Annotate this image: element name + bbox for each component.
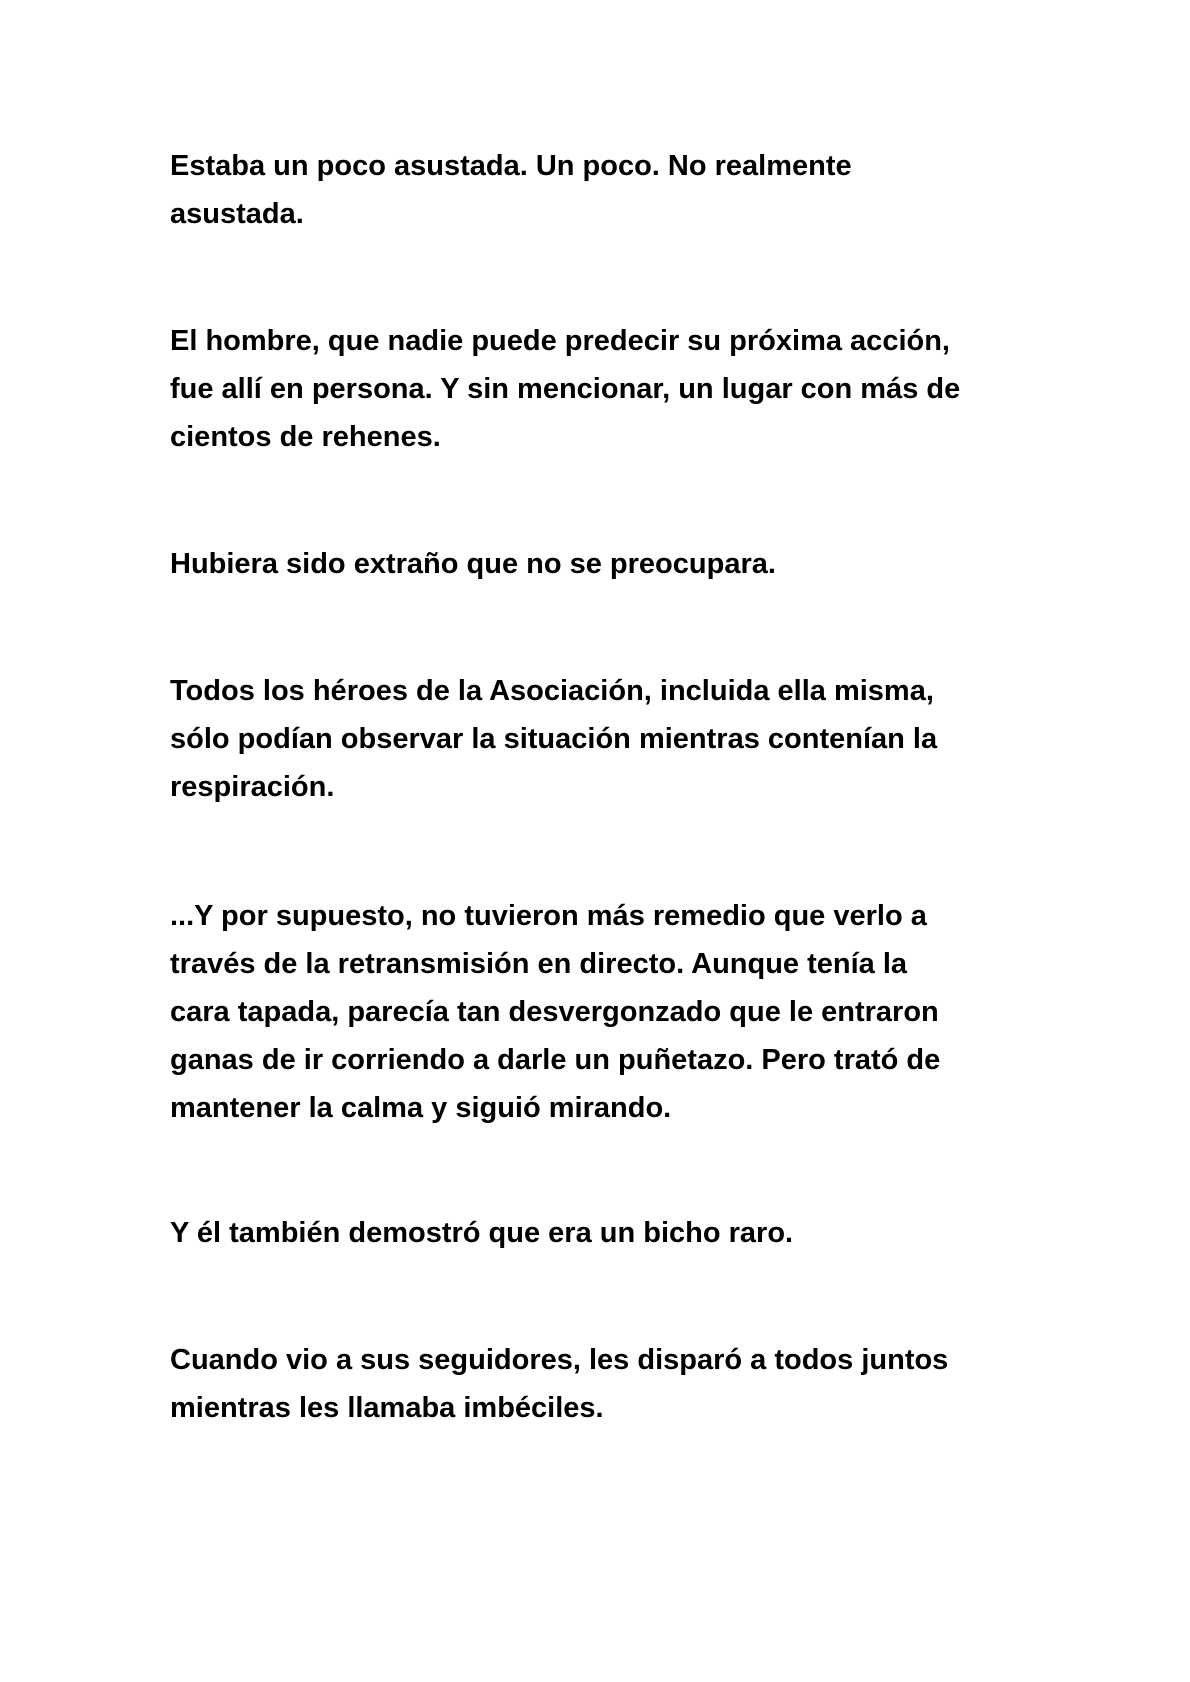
text-line: través de la retransmisión en directo. Aunque tenía la <box>170 948 908 980</box>
text-line: Todos los héroes de la Asociación, incluida ella misma, <box>170 675 934 707</box>
text-line: Y él también demostró que era un bicho raro. <box>170 1217 794 1249</box>
text-line: fue allí en persona. Y sin mencionar, un lugar con más de <box>170 373 961 405</box>
text-line: ...Y por supuesto, no tuvieron más remedio que verlo a <box>170 900 927 932</box>
paragraph-7 <box>170 1336 1050 1432</box>
text-line: Cuando vio a sus seguidores, les disparó a todos juntos <box>170 1344 949 1376</box>
text-line: El hombre, que nadie puede predecir su próxima acción, <box>170 325 950 357</box>
paragraph-1 <box>170 142 1050 238</box>
text-line: respiración. <box>170 771 335 803</box>
text-line: ganas de ir corriendo a darle un puñetazo. Pero trató de <box>170 1044 941 1076</box>
text-line: cientos de rehenes. <box>170 421 441 453</box>
text-line: asustada. <box>170 198 304 230</box>
text-line: Hubiera sido extraño que no se preocupara. <box>170 548 776 580</box>
text-line: sólo podían observar la situación mientras contenían la <box>170 723 938 755</box>
paragraph-5 <box>170 892 1050 1132</box>
text-line: mantener la calma y siguió mirando. <box>170 1092 672 1124</box>
text-line: mientras les llamaba imbéciles. <box>170 1392 604 1424</box>
text-line: cara tapada, parecía tan desvergonzado que le entraron <box>170 996 939 1028</box>
text-line: Estaba un poco asustada. Un poco. No realmente <box>170 150 852 182</box>
paragraph-2 <box>170 317 1050 461</box>
paragraph-3 <box>170 540 1050 588</box>
paragraph-6 <box>170 1209 1050 1257</box>
paragraph-4 <box>170 667 1050 811</box>
